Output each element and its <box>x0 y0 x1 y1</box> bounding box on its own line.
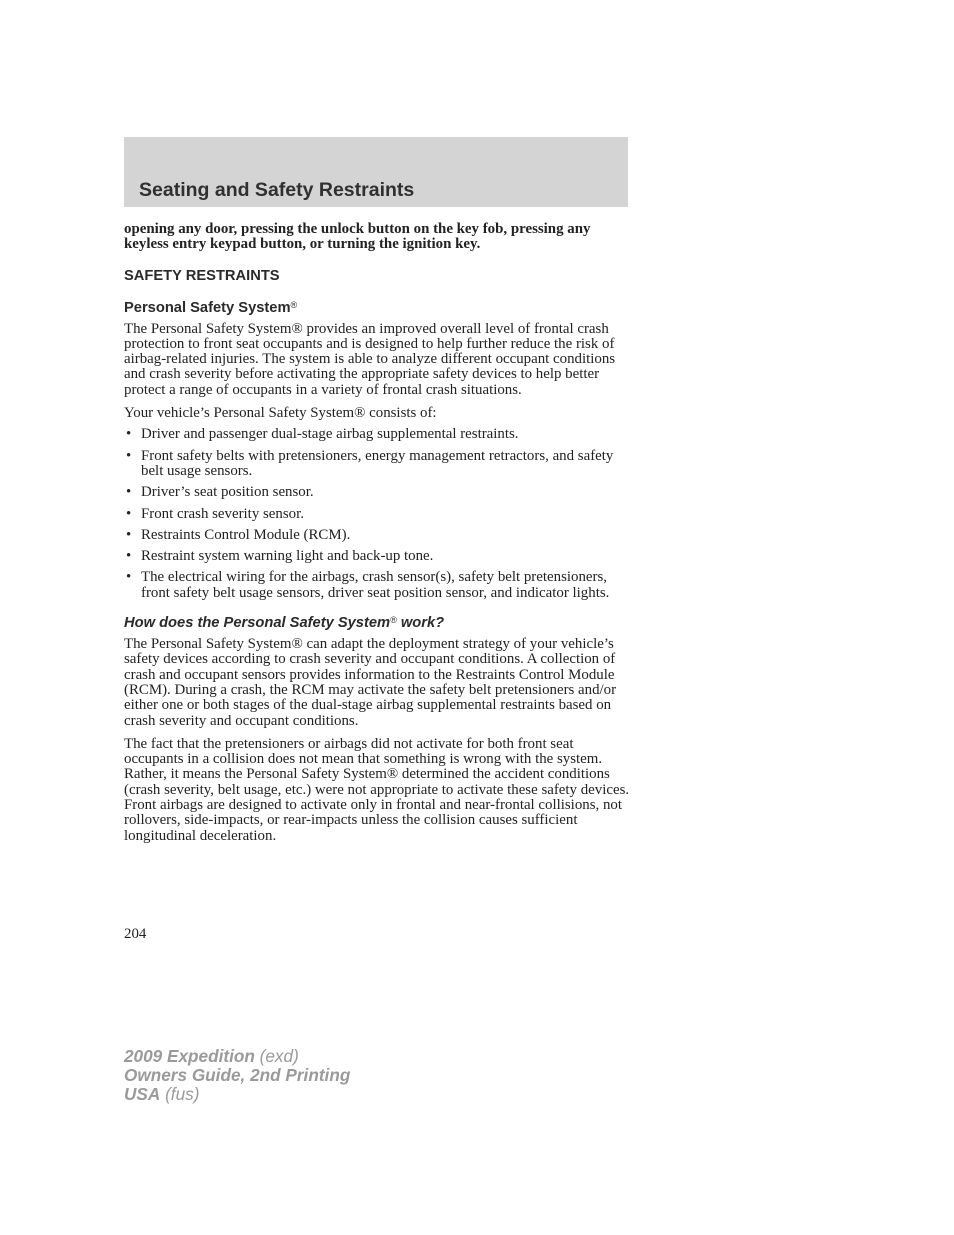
subsection-heading-personal-safety-system <box>124 297 634 317</box>
footer-line-guide: Owners Guide, 2nd Printing <box>124 1065 351 1085</box>
footer-model-name: 2009 Expedition <box>124 1046 255 1066</box>
bullet-icon: • <box>126 526 132 543</box>
registered-mark: ® <box>290 299 298 310</box>
footer-market-code: (fus) <box>160 1084 200 1104</box>
list-item <box>124 549 634 564</box>
list-item-text: Front crash severity sensor. <box>141 505 304 522</box>
list-item-text: Driver and passenger dual-stage airbag supplemental restraints. <box>141 426 519 443</box>
section-heading: SAFETY RESTRAINTS <box>124 267 280 284</box>
list-item <box>124 507 634 522</box>
subsection-title-text: How does the Personal Safety System <box>124 615 391 632</box>
bullet-icon: • <box>126 505 132 522</box>
list-item-text: Restraints Control Module (RCM). <box>141 526 351 543</box>
body-paragraph: The Personal Safety System® can adapt the deployment strategy of your vehicle’s safety devices according to crash severity and occupant conditions. A collection of crash and occupant sensors provides information to the Restraints Control Module (RCM). During a crash, the RCM may activate the safety belt pretensioners and/or either one or both stages of the dual-stage airbag supplemental restraints based on crash severity and occupant conditions. <box>124 636 617 729</box>
list-item-text: Front safety belts with pretensioners, energy management retractors, and safety belt usage sensors. <box>141 447 614 479</box>
bullet-icon: • <box>126 426 132 443</box>
list-item <box>124 528 634 543</box>
footer-market-name: USA <box>124 1084 161 1104</box>
subsection-title-suffix: work? <box>396 615 445 632</box>
bullet-icon: • <box>126 548 132 565</box>
list-item <box>124 449 634 480</box>
body-paragraph: The Personal Safety System® provides an improved overall level of frontal crash protection to front seat occupants and is designed to help further reduce the risk of airbag-related injuries. The system is able to analyze different occupant conditions and crash severity before activating the appropriate safety devices to help better protect a range of occupants in a variety of frontal crash situations. <box>124 320 616 398</box>
bullet-icon: • <box>126 447 132 464</box>
registered-mark: ® <box>390 615 397 626</box>
bullet-icon: • <box>126 569 132 586</box>
subsection-title-text: Personal Safety System <box>124 299 291 316</box>
list-item-text: Driver’s seat position sensor. <box>141 484 314 501</box>
page-number: 204 <box>124 926 147 942</box>
bullet-icon: • <box>126 484 132 501</box>
subsection-heading-how-it-works <box>124 612 634 632</box>
list-item-text: Restraint system warning light and back-up tone. <box>141 548 434 565</box>
document-footer <box>124 1047 350 1104</box>
list-item <box>124 427 634 442</box>
list-item-text: The electrical wiring for the airbags, crash sensor(s), safety belt pretensioners, front safety belt usage sensors, driver seat position sensor, and indicator lights. <box>141 569 610 601</box>
footer-line-model <box>124 1047 350 1066</box>
list-item <box>124 485 634 500</box>
body-paragraph: Your vehicle’s Personal Safety System® consists of: <box>124 405 437 422</box>
footer-line-market <box>124 1085 350 1104</box>
intro-paragraph: opening any door, pressing the unlock button on the key fob, pressing any keyless entry keypad button, or turning the ignition key. <box>124 221 591 253</box>
page-content <box>124 222 634 844</box>
body-paragraph: The fact that the pretensioners or airbags did not activate for both front seat occupants in a collision does not mean that something is wrong with the system. Rather, it means the Personal Safety System® determined the accident conditions (crash severity, belt usage, etc.) were not appropriate to activate these safety devices. Front airbags are designed to activate only in frontal and near-frontal collisions, not rollovers, side-impacts, or rear-impacts unless the collision causes sufficient longitudinal deceleration. <box>124 735 630 844</box>
footer-model-code: (exd) <box>254 1046 299 1066</box>
page-header-title: Seating and Safety Restraints <box>139 179 415 201</box>
header-band <box>124 137 628 207</box>
list-item <box>124 570 634 601</box>
components-list <box>124 427 634 601</box>
